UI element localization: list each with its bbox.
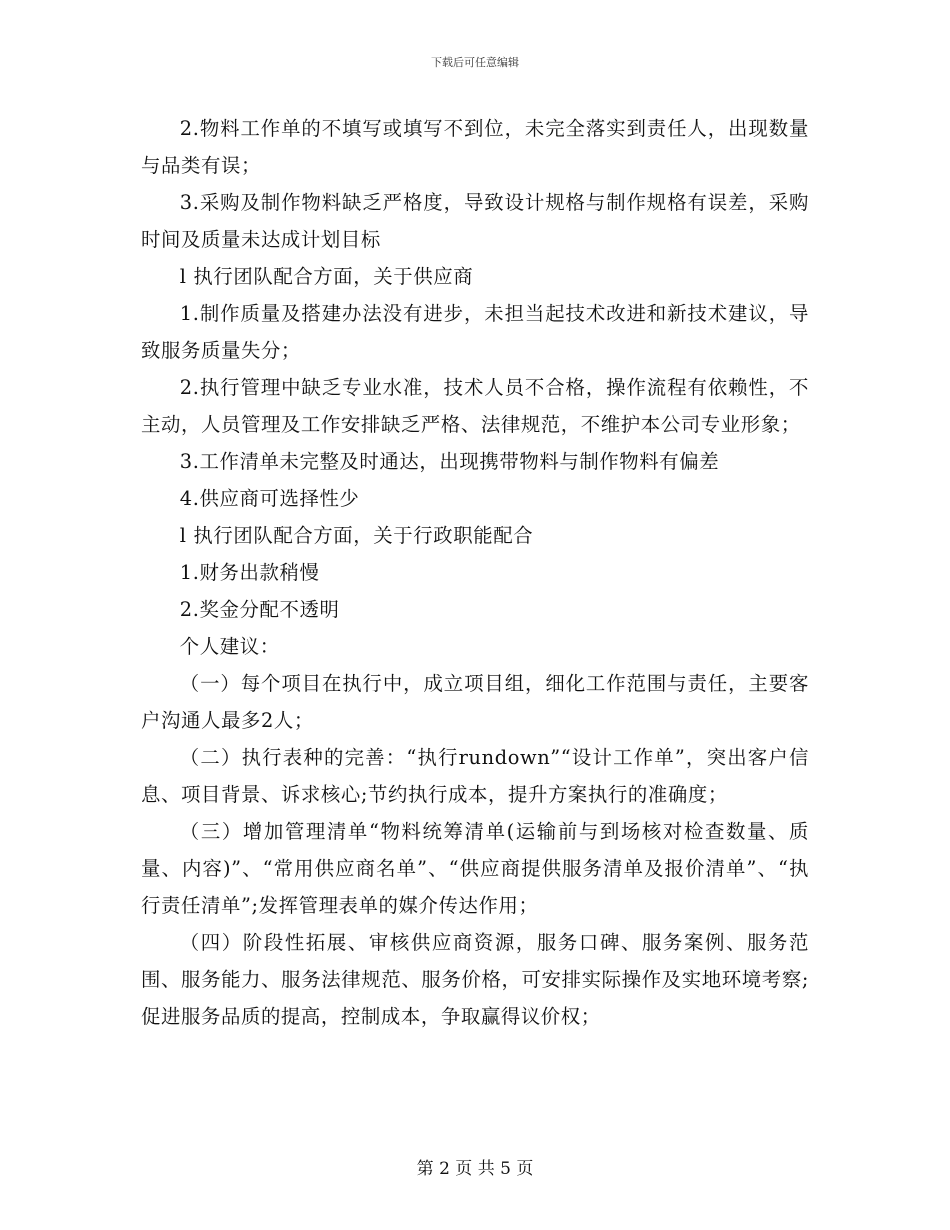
paragraph: 1.制作质量及搭建办法没有进步，未担当起技术改进和新技术建议，导致服务质量失分； [141, 302, 809, 362]
paragraph: 3.采购及制作物料缺乏严格度，导致设计规格与制作规格有误差，采购时间及质量未达成计划目标 [141, 191, 809, 251]
paragraph: （四）阶段性拓展、审核供应商资源，服务口碑、服务案例、服务范围、服务能力、服务法律规范、服务价格，可安排实际操作及实地环境考察;促进服务品质的提高，控制成本，争取赢得议价权； [141, 931, 809, 1028]
paragraph: 1.财务出款稍慢 [179, 561, 320, 584]
paragraph: 个人建议： [179, 635, 280, 658]
paragraph: （一）每个项目在执行中，成立项目组，细化工作范围与责任，主要客户沟通人最多2人； [141, 672, 809, 732]
page-footer: 第 2 页 共 5 页 [416, 1159, 534, 1179]
paragraph: l 执行团队配合方面，关于行政职能配合 [179, 524, 534, 547]
paragraph: 2.物料工作单的不填写或填写不到位，未完全落实到责任人，出现数量与品类有误； [141, 117, 809, 177]
paragraph: 3.工作清单未完整及时通达，出现携带物料与制作物料有偏差 [179, 450, 720, 473]
paragraph: 4.供应商可选择性少 [179, 487, 360, 510]
paragraph: （二）执行表种的完善：“执行rundown”“设计工作单”，突出客户信息、项目背景、诉求核心;节约执行成本，提升方案执行的准确度； [141, 746, 809, 806]
page-header: 下载后可任意编辑 [431, 56, 519, 69]
paragraph: l 执行团队配合方面，关于供应商 [179, 265, 474, 288]
paragraph: 2.执行管理中缺乏专业水准，技术人员不合格，操作流程有依赖性，不主动，人员管理及工作安排缺乏严格、法律规范，不维护本公司专业形象； [141, 376, 809, 436]
paragraph: （三）增加管理清单“物料统筹清单(运输前与到场核对检查数量、质量、内容)”、“常用供应商名单”、“供应商提供服务清单及报价清单”、“执行责任清单”;发挥管理表单的媒介传达作用； [141, 820, 809, 917]
paragraph: 2.奖金分配不透明 [179, 598, 340, 621]
document-body [141, 110, 809, 1035]
